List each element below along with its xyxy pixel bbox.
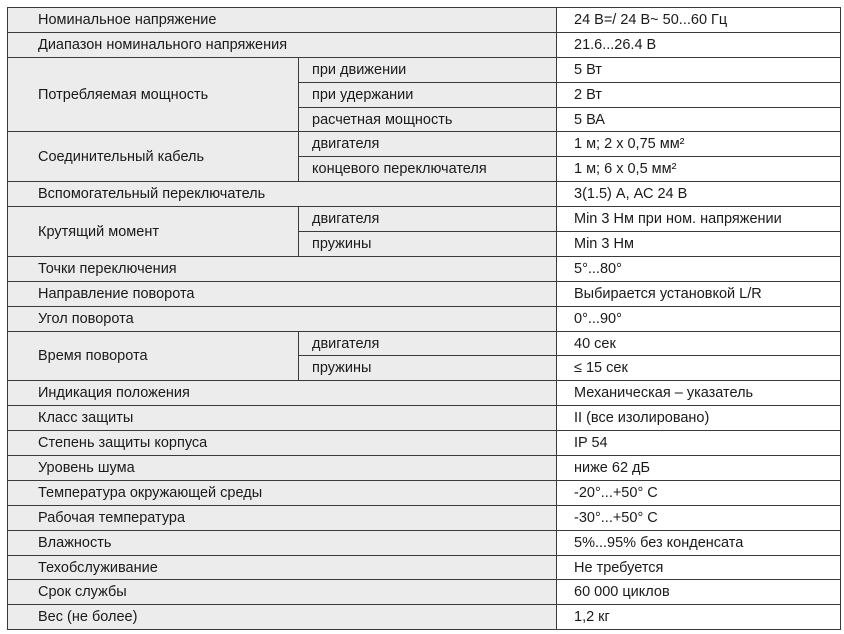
table-row — [8, 431, 841, 456]
table-row — [8, 605, 841, 630]
table-row — [8, 381, 841, 406]
table-row — [8, 182, 841, 207]
table-row — [8, 555, 841, 580]
row-label-maintenance: Техобслуживание — [8, 555, 557, 580]
table-row — [8, 580, 841, 605]
row-label-torque: Крутящий момент — [8, 207, 299, 257]
sub-value-rotation-motor: 40 сек — [557, 331, 841, 356]
sub-label-power-rated: расчетная мощность — [299, 107, 557, 132]
row-value-ip-rating: IP 54 — [557, 431, 841, 456]
sub-label-cable-limit-switch: концевого переключателя — [299, 157, 557, 182]
row-value-protection-class: II (все изолировано) — [557, 406, 841, 431]
table-row — [8, 32, 841, 57]
row-value-switch-points: 5°...80° — [557, 256, 841, 281]
row-label-protection-class: Класс защиты — [8, 406, 557, 431]
row-label-direction: Направление поворота — [8, 281, 557, 306]
row-label-service-life: Срок службы — [8, 580, 557, 605]
sub-value-power-moving: 5 Вт — [557, 57, 841, 82]
sub-label-torque-motor: двигателя — [299, 207, 557, 232]
table-row — [8, 480, 841, 505]
sub-value-rotation-spring: ≤ 15 сек — [557, 356, 841, 381]
table-row — [8, 530, 841, 555]
row-value-direction: Выбирается установкой L/R — [557, 281, 841, 306]
table-row — [8, 57, 841, 82]
sub-label-torque-spring: пружины — [299, 232, 557, 257]
sub-value-torque-spring: Min 3 Нм — [557, 232, 841, 257]
table-row — [8, 207, 841, 232]
sub-value-torque-motor: Min 3 Нм при ном. напряжении — [557, 207, 841, 232]
row-value-maintenance: Не требуется — [557, 555, 841, 580]
row-value-aux-switch: 3(1.5) А, АС 24 В — [557, 182, 841, 207]
row-value-weight: 1,2 кг — [557, 605, 841, 630]
table-row — [8, 281, 841, 306]
row-value-working-temp: -30°...+50° С — [557, 505, 841, 530]
row-label-cable: Соединительный кабель — [8, 132, 299, 182]
sub-label-power-moving: при движении — [299, 57, 557, 82]
table-row — [8, 8, 841, 33]
table-row — [8, 132, 841, 157]
row-value-nominal-voltage: 24 В=/ 24 В~ 50...60 Гц — [557, 8, 841, 33]
row-label-rotation-time: Время поворота — [8, 331, 299, 381]
row-label-position-indication: Индикация положения — [8, 381, 557, 406]
row-label-nominal-voltage: Номинальное напряжение — [8, 8, 557, 33]
row-value-position-indication: Механическая – указатель — [557, 381, 841, 406]
table-row — [8, 406, 841, 431]
table-row — [8, 505, 841, 530]
row-value-angle: 0°...90° — [557, 306, 841, 331]
row-value-humidity: 5%...95% без конденсата — [557, 530, 841, 555]
row-label-weight: Вес (не более) — [8, 605, 557, 630]
row-label-aux-switch: Вспомогательный переключатель — [8, 182, 557, 207]
row-value-noise: ниже 62 дБ — [557, 456, 841, 481]
row-label-ambient-temp: Температура окружающей среды — [8, 480, 557, 505]
row-label-working-temp: Рабочая температура — [8, 505, 557, 530]
sub-value-cable-motor: 1 м; 2 х 0,75 мм² — [557, 132, 841, 157]
table-row — [8, 256, 841, 281]
table-row — [8, 456, 841, 481]
sub-label-rotation-motor: двигателя — [299, 331, 557, 356]
sub-label-rotation-spring: пружины — [299, 356, 557, 381]
sub-value-power-holding: 2 Вт — [557, 82, 841, 107]
row-label-angle: Угол поворота — [8, 306, 557, 331]
row-label-ip-rating: Степень защиты корпуса — [8, 431, 557, 456]
row-label-humidity: Влажность — [8, 530, 557, 555]
row-value-ambient-temp: -20°...+50° С — [557, 480, 841, 505]
row-label-voltage-range: Диапазон номинального напряжения — [8, 32, 557, 57]
sub-label-cable-motor: двигателя — [299, 132, 557, 157]
row-label-power: Потребляемая мощность — [8, 57, 299, 132]
table-row — [8, 306, 841, 331]
table-row — [8, 331, 841, 356]
specifications-table — [7, 7, 841, 630]
row-value-voltage-range: 21.6...26.4 В — [557, 32, 841, 57]
row-label-noise: Уровень шума — [8, 456, 557, 481]
sub-value-power-rated: 5 ВА — [557, 107, 841, 132]
row-label-switch-points: Точки переключения — [8, 256, 557, 281]
sub-label-power-holding: при удержании — [299, 82, 557, 107]
row-value-service-life: 60 000 циклов — [557, 580, 841, 605]
sub-value-cable-limit-switch: 1 м; 6 х 0,5 мм² — [557, 157, 841, 182]
